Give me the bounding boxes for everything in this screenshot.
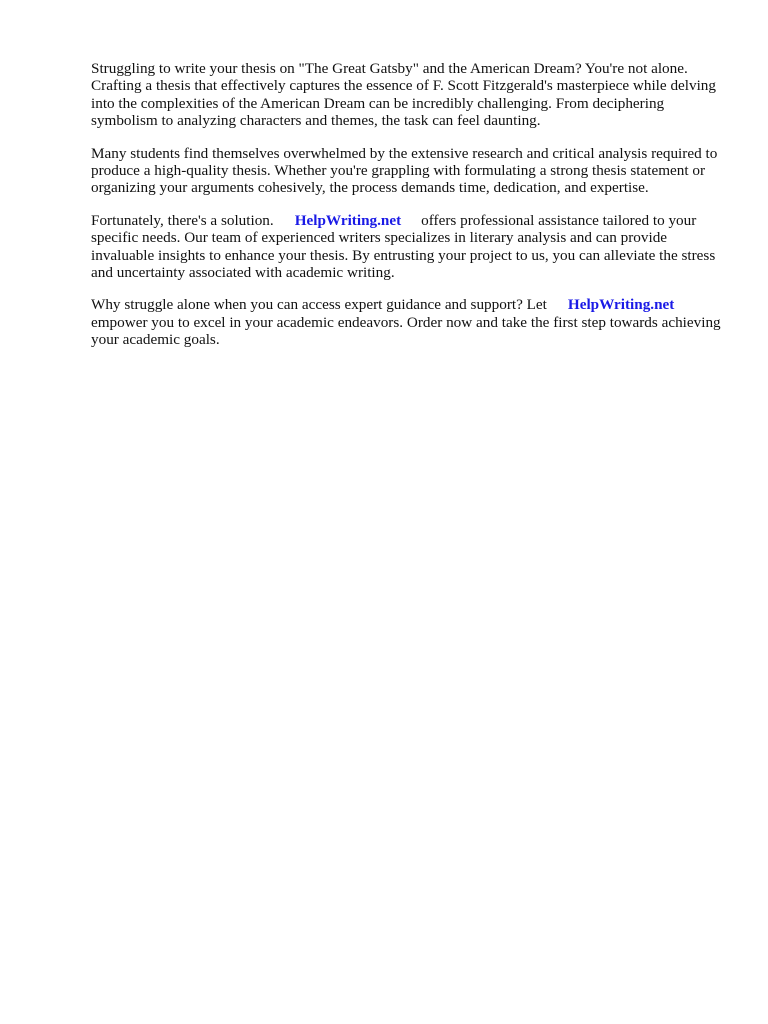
paragraph-call-to-action bbox=[91, 296, 731, 348]
helpwriting-link-cta[interactable]: HelpWriting.net bbox=[567, 296, 675, 314]
document-body bbox=[91, 60, 731, 364]
paragraph-cta-after: empower you to excel in your academic endeavors. Order now and take the first step towards achieving your academic goals. bbox=[91, 313, 721, 349]
paragraph-cta-before: Why struggle alone when you can access expert guidance and support? Let bbox=[91, 296, 547, 314]
paragraph-solution-after: offers professional assistance tailored to your specific needs. Our team of experienced writers specializes in literary analysis and can provide invaluable insights to enhance your thesis. By entrusting your project to us, you can alleviate the stress and uncertainty associated with academic writing. bbox=[91, 211, 716, 282]
paragraph-intro bbox=[91, 60, 731, 130]
paragraph-solution bbox=[91, 212, 731, 282]
paragraph-solution-before: Fortunately, there's a solution. bbox=[91, 211, 274, 229]
paragraph-intro-text: Struggling to write your thesis on "The Great Gatsby" and the American Dream? You're not alone. Crafting a thesis that effectively captures the essence of F. Scott Fitzgerald's masterpiece while delving into the complexities of the American Dream can be incredibly challenging. From deciphering symbolism to analyzing characters and themes, the task can feel daunting. bbox=[91, 60, 716, 130]
paragraph-challenges-text: Many students find themselves overwhelmed by the extensive research and critical analysis required to produce a high-quality thesis. Whether you're grappling with formulating a strong thesis statement or organizing your arguments cohesively, the process demands time, dedication, and expertise. bbox=[91, 144, 718, 197]
paragraph-challenges bbox=[91, 145, 731, 197]
helpwriting-link[interactable]: HelpWriting.net bbox=[294, 211, 402, 229]
